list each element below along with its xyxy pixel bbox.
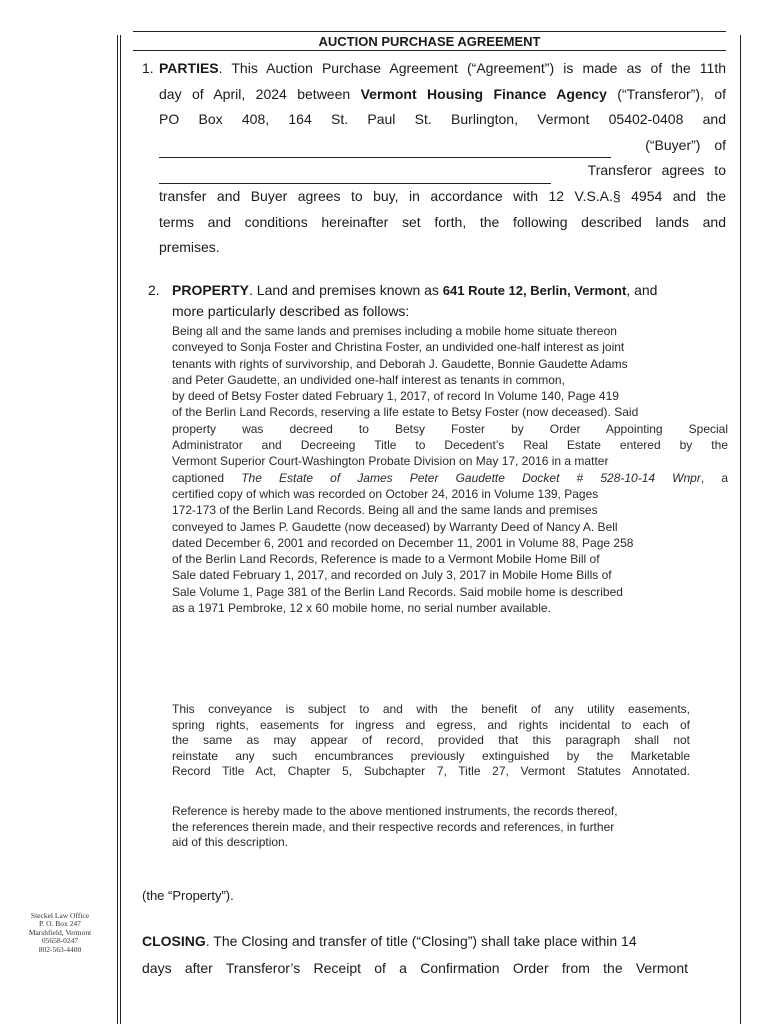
section-parties xyxy=(142,56,726,261)
description-line: Being all and the same lands and premises including a mobile home situate thereon xyxy=(172,324,617,338)
buyer-address-blank[interactable] xyxy=(159,169,551,184)
transferor-name: Vermont Housing Finance Agency xyxy=(360,85,607,102)
reference-line: the references therein made, and their respective records and references, in further xyxy=(172,819,615,834)
property-text: , and xyxy=(626,282,658,298)
closing-line-2: days after Transferor’s Receipt of a Confirmation Order from the Vermont xyxy=(142,960,688,976)
section-closing xyxy=(142,928,688,982)
title-top-rule xyxy=(133,31,726,32)
stamp-line: 05658-0247 xyxy=(41,936,79,946)
conveyance-line: reinstate any such encumbrances previously extinguished by the Marketable xyxy=(172,748,690,763)
description-line: conveyed to James P. Gaudette (now deceased) by Warranty Deed of Nancy A. Bell xyxy=(172,519,618,534)
stamp-line: Marshfield, Vermont xyxy=(28,927,92,937)
conveyance-paragraph xyxy=(172,702,690,780)
description-line: Sale Volume 1, Page 381 of the Berlin Land Records. Said mobile home is described xyxy=(172,584,623,599)
parties-line-8: premises. xyxy=(159,239,220,256)
the-property-label: (the “Property”). xyxy=(142,888,234,903)
parties-line-3: PO Box 408, 164 St. Paul St. Burlington, Vermont 05402-0408 and xyxy=(159,111,726,128)
parties-text: (“Transferor”), of xyxy=(606,85,727,102)
description-line: as a 1971 Pembroke, 12 x 60 mobile home, no serial number available. xyxy=(172,601,551,616)
parties-line-6: transfer and Buyer agrees to buy, in accordance with 12 V.S.A.§ 4954 and the xyxy=(159,187,726,204)
parties-line-7: terms and conditions hereinafter set forth, the following described lands and xyxy=(159,213,726,230)
case-caption: The Estate of James Peter Gaudette Docket # 528-10-14 Wnpr xyxy=(241,470,701,485)
property-text: . Land and premises known as xyxy=(249,282,443,298)
description-line: dated December 6, 2001 and recorded on December 11, 2001 in Volume 88, Page 258 xyxy=(172,535,634,550)
description-line: 172-173 of the Berlin Land Records. Being all and the same lands and premises xyxy=(172,503,598,518)
left-margin-rule-1 xyxy=(117,35,118,1024)
title-bottom-rule xyxy=(133,50,726,51)
property-address: 641 Route 12, Berlin, Vermont xyxy=(442,283,627,298)
parties-line-2 xyxy=(142,82,726,108)
description-line: Sale dated February 1, 2017, and recorded on July 3, 2017 in Mobile Home Bills of xyxy=(172,568,612,583)
parties-text: . This Auction Purchase Agreement (“Agreement”) is made as of the 11th xyxy=(218,60,726,76)
left-margin-rule-2 xyxy=(120,35,121,1024)
section-property xyxy=(148,280,728,321)
captioned-text: , a xyxy=(700,470,728,485)
description-line: Administrator and Decreeing Title to Decedent’s Real Estate entered by the xyxy=(172,438,728,453)
stamp-line: P. O. Box 247 xyxy=(39,919,81,929)
closing-heading: CLOSING xyxy=(142,933,206,949)
section-number: 2. xyxy=(148,282,160,298)
stamp-line: Steckel Law Office xyxy=(30,911,90,920)
buyer-name-blank[interactable] xyxy=(159,143,611,158)
conveyance-line: spring rights, easements for ingress and egress, and rights incidental to each of xyxy=(172,717,690,732)
parties-line-1 xyxy=(142,56,726,82)
section-number: 1. xyxy=(142,60,154,76)
buyer-label: (“Buyer”) of xyxy=(645,136,726,153)
captioned-line xyxy=(172,470,728,486)
conveyance-line: the same as may appear of record, provided that this paragraph shall not xyxy=(172,733,690,747)
parties-heading: PARTIES xyxy=(159,60,219,76)
reference-line: aid of this description. xyxy=(172,835,289,849)
conveyance-line: This conveyance is subject to and with the benefit of any utility easements, xyxy=(172,702,690,716)
description-line: tenants with rights of survivorship, and Deborah J. Gaudette, Bonnie Gaudette Adams xyxy=(172,356,628,371)
property-line-2: more particularly described as follows: xyxy=(172,303,410,319)
law-office-stamp xyxy=(10,912,110,954)
reference-line: Reference is hereby made to the above mentioned instruments, the records thereof, xyxy=(172,804,618,818)
description-line: property was decreed to Betsy Foster by Order Appointing Special xyxy=(172,421,728,436)
parties-line-4 xyxy=(142,133,726,159)
conveyance-line: Record Title Act, Chapter 5, Subchapter 7, Title 27, Vermont Statutes Annotated. xyxy=(172,764,690,778)
closing-line-1 xyxy=(142,928,688,955)
captioned-text: captioned xyxy=(172,470,242,485)
parties-text: day of April, 2024 between xyxy=(159,85,361,102)
parties-line-5 xyxy=(142,158,726,184)
description-line: certified copy of which was recorded on October 24, 2016 in Volume 139, Pages xyxy=(172,486,599,501)
property-description xyxy=(172,323,728,616)
description-line: by deed of Betsy Foster dated February 1, 2017, of record In Volume 140, Page 419 xyxy=(172,389,619,404)
property-heading: PROPERTY xyxy=(172,282,250,298)
document-title: AUCTION PURCHASE AGREEMENT xyxy=(318,34,541,49)
stamp-line: 802-563-4400 xyxy=(38,944,82,954)
closing-text: . The Closing and transfer of title (“Closing”) shall take place within 14 xyxy=(205,933,637,949)
reference-paragraph xyxy=(172,804,690,851)
description-line: of the Berlin Land Records, Reference is made to a Vermont Mobile Home Bill of xyxy=(172,552,600,567)
description-line: and Peter Gaudette, an undivided one-half interest as tenants in common, xyxy=(172,372,565,387)
right-margin-rule xyxy=(740,35,741,1024)
transferor-agrees: Transferor agrees to xyxy=(587,162,726,179)
description-line: Vermont Superior Court-Washington Probate Division on May 17, 2016 in a matter xyxy=(172,454,609,469)
description-line: conveyed to Sonja Foster and Christina Foster, an undivided one-half interest as joint xyxy=(172,340,625,355)
property-line-1 xyxy=(148,280,728,301)
description-line: of the Berlin Land Records, reserving a life estate to Betsy Foster (now deceased). Said xyxy=(172,405,639,420)
